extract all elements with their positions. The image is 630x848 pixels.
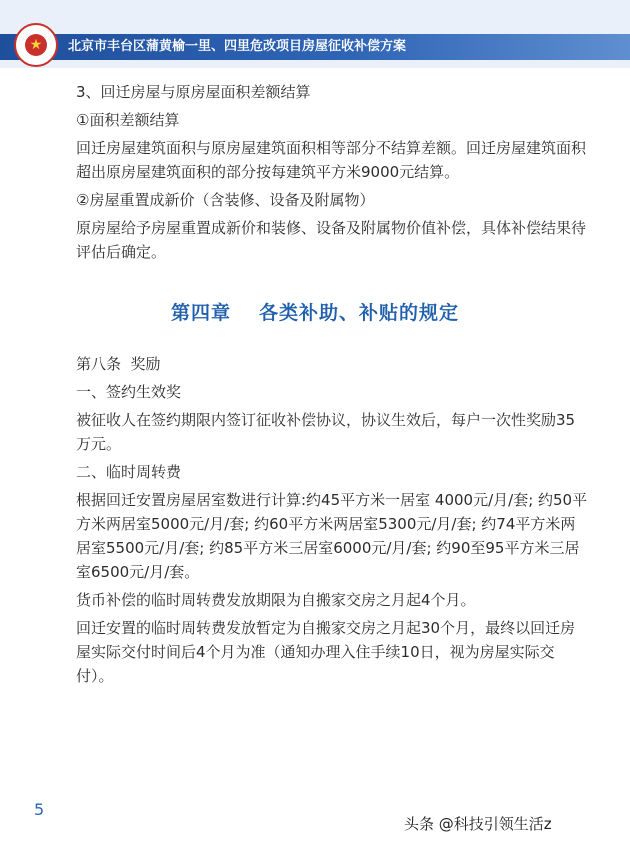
article-8 [76,352,588,688]
chapter-title: 各类补助、补贴的规定 [259,302,460,324]
watermark-text: 头条 @科技引领生活z [404,815,552,833]
emblem-logo-icon [14,23,58,67]
section-3 [76,80,588,264]
item1-title: 一、签约生效奖 [76,383,182,401]
chapter-heading [0,298,630,328]
header-title: 北京市丰台区蒲黄榆一里、四里危改项目房屋征收补偿方案 [68,39,407,54]
document-header [0,0,630,68]
page-number: 5 [34,800,45,819]
item1-text: 被征收人在签约期限内签订征收补偿协议，协议生效后，每户一次性奖励35万元。 [76,411,576,453]
sub1-title: ①面积差额结算 [76,111,180,129]
section-3-heading: 3、回迁房屋与原房屋面积差额结算 [76,83,311,101]
item2-text-2: 货币补偿的临时周转费发放期限为自搬家交房之月起4个月。 [76,591,476,609]
article-8-heading: 第八条 奖励 [76,355,161,373]
chapter-number: 第四章 [170,302,231,324]
sub2-text: 原房屋给予房屋重置成新价和装修、设备及附属物价值补偿，具体补偿结果待评估后确定。 [76,219,587,261]
item2-text-1: 根据回迁安置房屋居室数进行计算:约45平方米一居室 4000元/月/套; 约50平方米两居室5000元/月/套; 约60平方米两居室5300元/月/套; 约74平方米两居室5500元/月/套; 约85平方米三居室6000元/月/套; 约90至95平方米三居室6500元/月/套。 [76,491,588,581]
item2-title: 二、临时周转费 [76,463,182,481]
item2-text-3: 回迁安置的临时周转费发放暂定为自搬家交房之月起30个月，最终以回迁房屋实际交付时间后4个月为准（通知办理入住手续10日，视为房屋实际交付）。 [76,619,576,685]
sub2-title: ②房屋重置成新价（含装修、设备及附属物） [76,191,375,209]
star-icon: ★ [29,37,43,53]
sub1-text: 回迁房屋建筑面积与原房屋建筑面积相等部分不结算差额。回迁房屋建筑面积超出原房屋建筑面积的部分按每建筑平方米9000元结算。 [76,139,587,181]
logo-inner-circle [25,34,47,56]
